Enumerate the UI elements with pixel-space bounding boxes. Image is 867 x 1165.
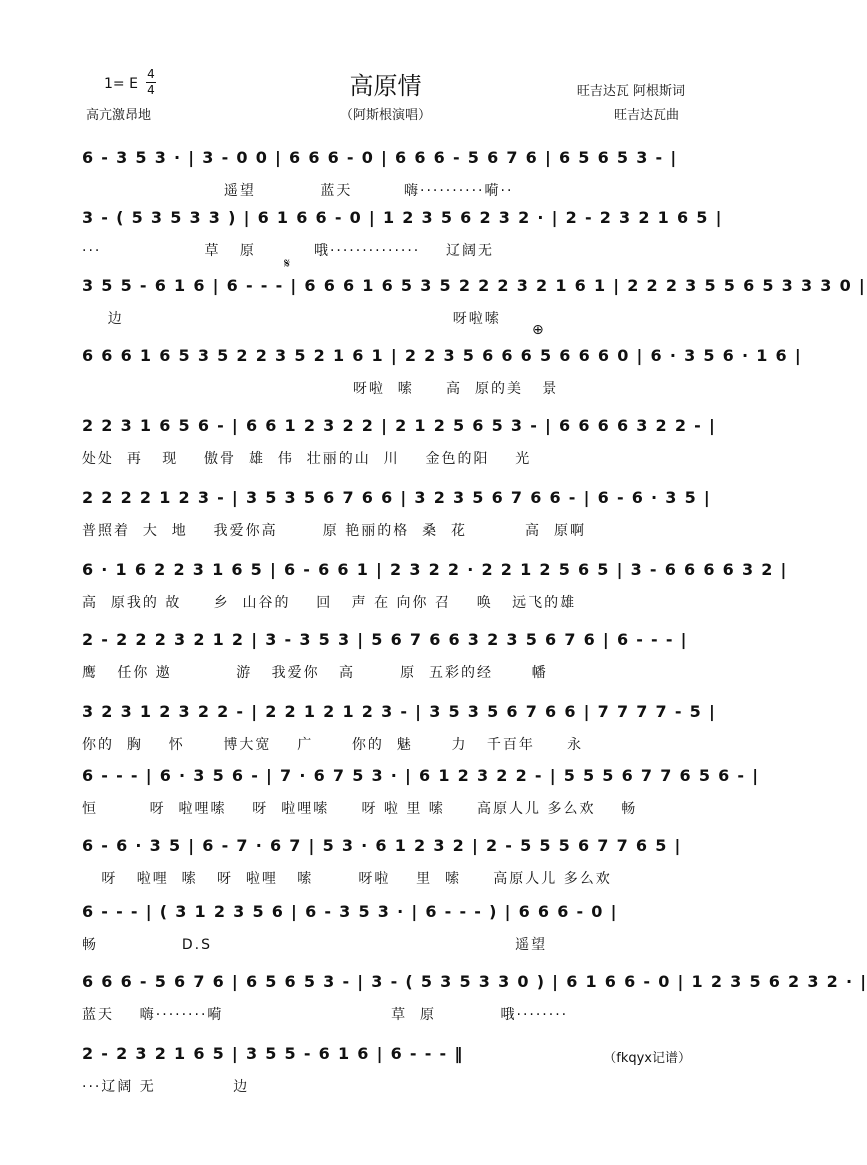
lyrics-row: 普照着 大 地 我爱你高 原 艳丽的格 桑 花 高 原啊 <box>82 523 586 539</box>
score-line <box>82 488 712 558</box>
lyrics-row: 恒 呀 啦哩嗦 呀 啦哩嗦 呀 啦 里 嗦 高原人儿 多么欢 畅 <box>82 801 638 817</box>
notation-row: 6 - - - | 6 · 3 5 6 - | 7 · 6 7 5 3 · | 6 1 2 3 2 2 - | 5 5 5 6 7 7 6 5 6 - | <box>82 766 760 785</box>
lyrics-row: 鹰 任你 遨 游 我爱你 高 原 五彩的经 幡 <box>82 665 548 681</box>
score-line <box>82 972 867 1042</box>
song-subtitle: （阿斯根演唱） <box>339 108 431 123</box>
lyrics-row: 呀啦 嗦 高 原的美 景 <box>82 381 559 397</box>
lyrics-row: 蓝天 嗨········嗬 草 原 哦········ <box>82 1007 569 1023</box>
coda-mark: ⊕ <box>532 322 544 338</box>
score-line <box>82 416 717 486</box>
notation-row: 6 - 3 5 3 · | 3 - 0 0 | 6 6 6 - 0 | 6 6 6 - 5 6 7 6 | 6 5 6 5 3 - | <box>82 148 678 167</box>
notation-row: 3 - ( 5 3 5 3 3 ) | 6 1 6 6 - 0 | 1 2 3 5 6 2 3 2 · | 2 - 2 3 2 1 6 5 | <box>82 208 723 227</box>
lyrics-row: 高 原我的 故 乡 山谷的 回 声 在 向你 召 唤 远飞的雄 <box>82 595 577 611</box>
lyrics-row: 遥望 蓝天 嗨··········嗬·· <box>82 183 514 199</box>
notation-row: 6 - 6 · 3 5 | 6 - 7 · 6 7 | 5 3 · 6 1 2 3 2 | 2 - 5 5 5 6 7 7 6 5 | <box>82 836 682 855</box>
key-signature: 1= E <box>104 76 138 92</box>
lyrics-row: 边 呀啦嗦 <box>82 311 501 327</box>
score-line <box>82 208 723 278</box>
recorder-credit: （fkqyx记谱） <box>603 1051 691 1066</box>
lyrics-row: 畅 D.S 遥望 <box>82 937 548 953</box>
time-signature-bottom: 4 <box>147 83 155 97</box>
lyrics-row: ··· 草 原 哦·············· 辽阔无 <box>82 243 495 259</box>
notation-row: 2 - 2 3 2 1 6 5 | 3 5 5 - 6 1 6 | 6 - - - ‖ <box>82 1044 464 1063</box>
notation-row: 2 - 2 2 2 3 2 1 2 | 3 - 3 5 3 | 5 6 7 6 6 3 2 3 5 6 7 6 | 6 - - - | <box>82 630 688 649</box>
notation-row: 2 2 2 2 1 2 3 - | 3 5 3 5 6 7 6 6 | 3 2 3 5 6 7 6 6 - | 6 - 6 · 3 5 | <box>82 488 712 507</box>
score-line <box>82 766 760 836</box>
song-title: 高原情 <box>349 72 422 100</box>
score-line <box>82 276 867 346</box>
composer-credit: 旺吉达瓦曲 <box>613 108 679 123</box>
notation-row: 3 5 5 - 6 1 6 | 6 - - - | 6 6 6 1 6 5 3 5 2 2 2 3 2 1 6 1 | 2 2 2 3 5 5 6 5 3 3 3 0 | <box>82 276 867 295</box>
score-line <box>82 836 702 906</box>
score-line <box>82 346 802 416</box>
score-line <box>82 560 788 630</box>
time-signature-top: 4 <box>147 67 155 81</box>
segno-mark: 𝄋 <box>284 256 291 272</box>
notation-row: 3 2 3 1 2 3 2 2 - | 2 2 1 2 1 2 3 - | 3 5 3 5 6 7 6 6 | 7 7 7 7 - 5 | <box>82 702 717 721</box>
notation-row: 6 6 6 - 5 6 7 6 | 6 5 6 5 3 - | 3 - ( 5 3 5 3 3 0 ) | 6 1 6 6 - 0 | 1 2 3 5 6 2 3 2 · | <box>82 972 867 991</box>
score-line <box>82 702 717 772</box>
notation-row: 6 · 1 6 2 2 3 1 6 5 | 6 - 6 6 1 | 2 3 2 2 · 2 2 1 2 5 6 5 | 3 - 6 6 6 6 3 2 | <box>82 560 788 579</box>
lyrics-row: 你的 胸 怀 博大宽 广 你的 魅 力 千百年 永 <box>82 737 584 753</box>
notation-row: 2 2 3 1 6 5 6 - | 6 6 1 2 3 2 2 | 2 1 2 5 6 5 3 - | 6 6 6 6 3 2 2 - | <box>82 416 717 435</box>
score-line <box>82 630 702 700</box>
tempo-marking: 高亢激昂地 <box>86 108 152 123</box>
lyrics-row: 呀 啦哩 嗦 呀 啦哩 嗦 呀啦 里 嗦 高原人儿 多么欢 <box>82 871 612 887</box>
lyricist-credit: 旺吉达瓦 阿根斯词 <box>576 84 685 99</box>
notation-row: 6 - - - | ( 3 1 2 3 5 6 | 6 - 3 5 3 · | 6 - - - ) | 6 6 6 - 0 | <box>82 902 618 921</box>
lyrics-row: 处处 再 现 傲骨 雄 伟 壮丽的山 川 金色的阳 光 <box>82 451 532 467</box>
score-line <box>82 902 702 972</box>
lyrics-row: ···辽阔 无 边 <box>82 1079 250 1095</box>
notation-row: 6 6 6 1 6 5 3 5 2 2 3 5 2 1 6 1 | 2 2 3 5 6 6 6 5 6 6 6 0 | 6 · 3 5 6 · 1 6 | <box>82 346 802 365</box>
